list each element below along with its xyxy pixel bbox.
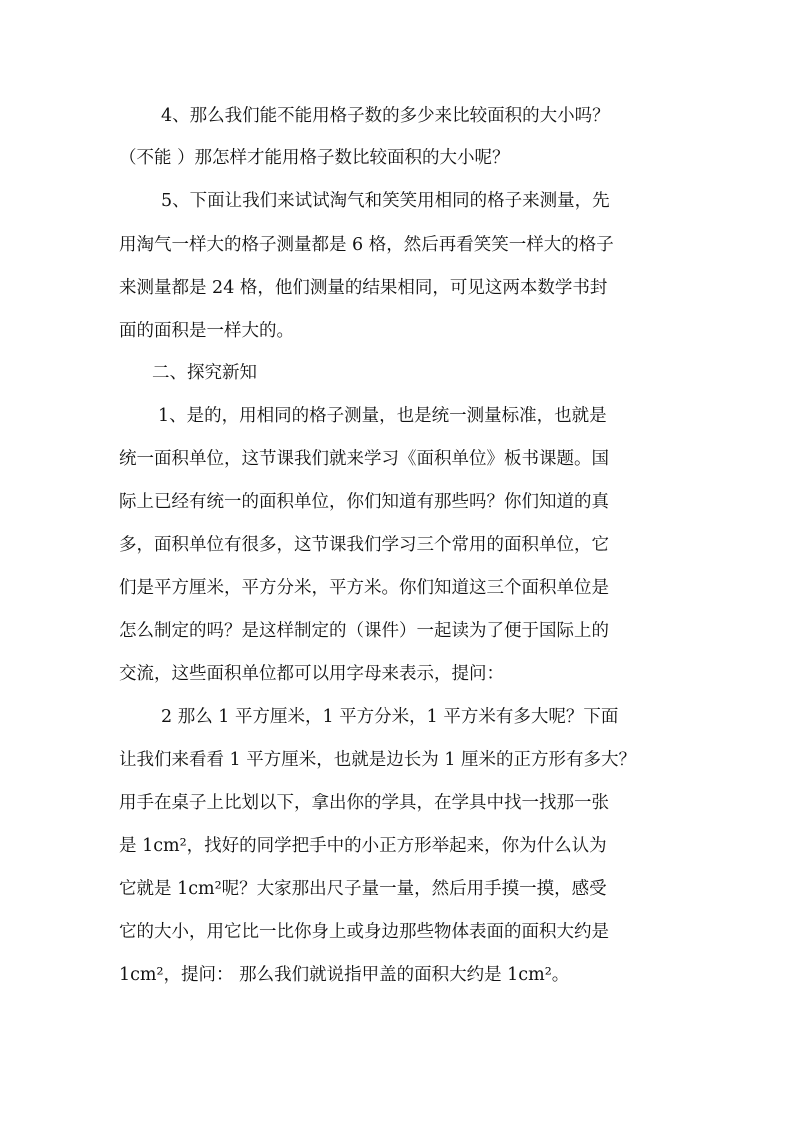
text-line-4: 用淘气一样大的格子测量都是 6 格，然后再看笑笑一样大的格子: [119, 235, 614, 255]
text-line-14: 交流，这些面积单位都可以用字母来表示，提问：: [119, 664, 504, 684]
text-line-9: 统一面积单位，这节课我们就来学习《面积单位》板书课题。国: [119, 449, 609, 469]
text-line-2: （不能 ）那怎样才能用格子数比较面积的大小呢？: [119, 148, 510, 168]
text-line-16: 让我们来看看 1 平方厘米，也就是边长为 1 厘米的正方形有多大？: [119, 750, 637, 770]
text-line-8: 1、是的，用相同的格子测量，也是统一测量标准，也就是: [158, 406, 607, 426]
text-line-20: 它的大小，用它比一比你身上或身边那些物体表面的面积大约是: [119, 922, 609, 942]
text-line-12: 们是平方厘米，平方分米，平方米。你们知道这三个面积单位是: [119, 578, 609, 598]
text-line-11: 多，面积单位有很多，这节课我们学习三个常用的面积单位，它: [119, 535, 609, 555]
text-line-18: 是 1cm²，找好的同学把手中的小正方形举起来，你为什么认为: [119, 836, 607, 856]
text-line-15: 2 那么 1 平方厘米，1 平方分米，1 平方米有多大呢？下面: [161, 707, 619, 727]
text-line-5: 来测量都是 24 格，他们测量的结果相同，可见这两本数学书封: [119, 278, 608, 298]
text-line-10: 际上已经有统一的面积单位，你们知道有那些吗？你们知道的真: [119, 492, 609, 512]
text-line-21: 1cm²，提问： 那么我们就说指甲盖的面积大约是 1cm²。: [119, 965, 570, 985]
text-line-1: 4、那么我们能不能用格子数的多少来比较面积的大小吗？: [161, 106, 610, 126]
text-line-3: 5、下面让我们来试试淘气和笑笑用相同的格子来测量，先: [161, 191, 610, 211]
text-line-17: 用手在桌子上比划以下，拿出你的学具，在学具中找一找那一张: [119, 793, 609, 813]
text-line-13: 怎么制定的吗？是这样制定的（课件）一起读为了便于国际上的: [119, 621, 609, 641]
section-heading: 二、探究新知: [152, 363, 257, 383]
text-line-6: 面的面积是一样大的。: [119, 321, 294, 341]
text-line-19: 它就是 1cm²呢？大家那出尺子量一量，然后用手摸一摸，感受: [119, 879, 607, 899]
